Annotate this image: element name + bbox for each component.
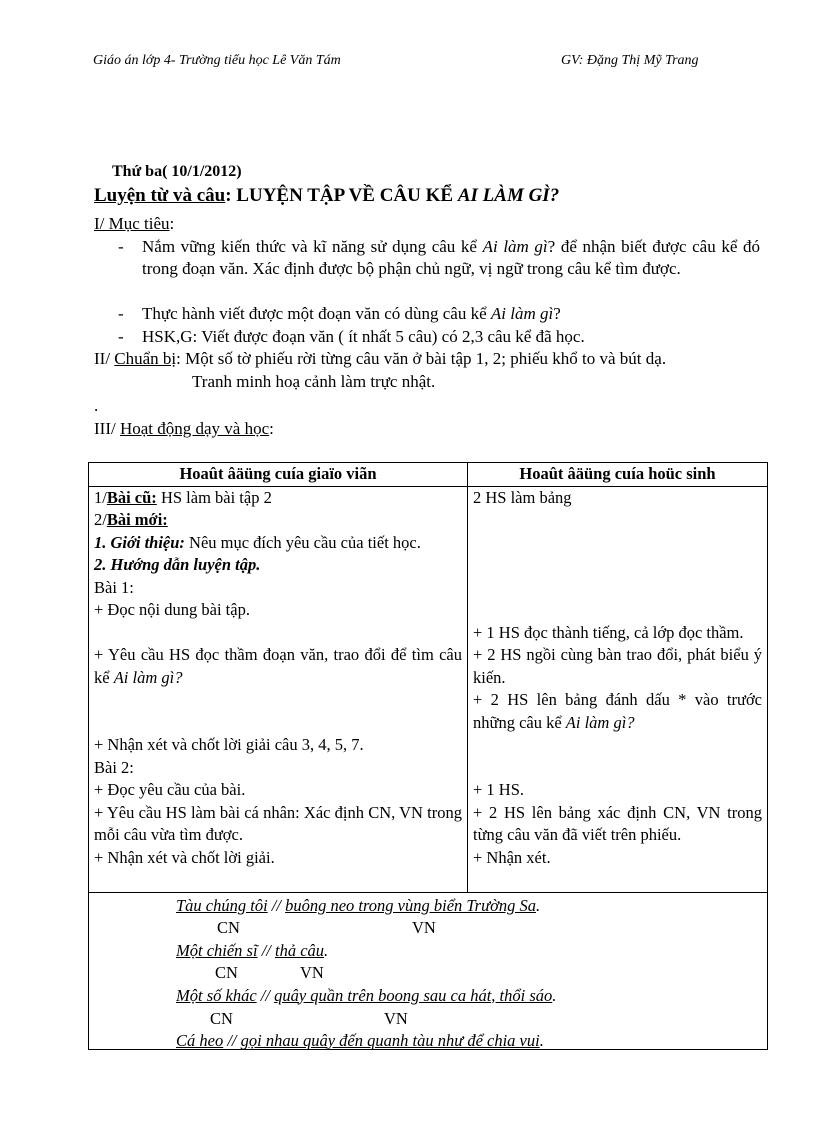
dot: . (94, 396, 99, 415)
teacher-activities: 1/Bài cũ: HS làm bài tập 2 2/Bài mới: 1. Giới thiệu: Nêu mục đích yêu cầu của tiết học. 2. Hướng dẫn luyện tập. Bài 1: + Đọc nội dung bài tập. + Yêu cầu HS đọc thầm đoạn văn, trao đổi để tìm câu kể Ai làm gì? + Nhận xét và chốt lời giải câu 3, 4, 5, 7. Bài 2: + Đọc yêu cầu của bài. + Yêu cầu HS làm bài cá nhân: Xác định CN, VN trong mỗi câu vừa tìm được. + Nhận xét và chốt lời giải. (89, 486, 468, 892)
objectives-heading: I/ Mục tiêu: (94, 214, 175, 233)
lesson-subject: Luyện từ và câu (94, 185, 226, 206)
lesson-date: Thứ ba( 10/1/2012) (112, 163, 242, 180)
header-right: GV: Đặng Thị Mỹ Trang (561, 53, 699, 68)
example-sentence: Một số khác // quây quần trên boong sau ca hát, thổi sáo. (176, 985, 557, 1005)
student-activities: 2 HS làm bảng + 1 HS đọc thành tiếng, cả lớp đọc thầm. + 2 HS ngồi cùng bàn trao đổi, phát biểu ý kiến. + 2 HS lên bảng đánh dấu * vào trước những câu kể Ai làm gì? + 1 HS. + 2 HS lên bảng xác định CN, VN trong từng câu văn đã viết trên phiếu. + Nhận xét. (468, 486, 768, 892)
subject-label: CN (215, 962, 238, 982)
predicate-label: VN (412, 917, 436, 937)
predicate-label: VN (384, 1008, 408, 1028)
lesson-title-italic: AI LÀM GÌ? (457, 185, 560, 206)
lesson-title: Luyện từ và câu: LUYỆN TẬP VỀ CÂU KỂ AI LÀM GÌ? (94, 185, 560, 206)
objective-item: - Thực hành viết được một đoạn văn có dùng câu kể Ai làm gì? (118, 304, 561, 323)
subject-label: CN (217, 917, 240, 937)
example-sentence: Một chiến sĩ // thả câu. (176, 940, 329, 960)
lesson-table (88, 462, 768, 1050)
prep-line-2: Tranh minh hoạ cảnh làm trực nhật. (192, 372, 436, 391)
activities-heading: III/ Hoạt động dạy và học: (94, 419, 274, 438)
prep-line-1: II/ Chuẩn bị: Một số tờ phiếu rời từng câu văn ở bài tập 1, 2; phiếu khổ to và bút dạ. (94, 349, 667, 368)
predicate-label: VN (300, 962, 324, 982)
example-sentence: Cá heo // gọi nhau quây đến quanh tàu như để chia vui. (176, 1030, 544, 1050)
lesson-title-main: LUYỆN TẬP VỀ CÂU KỂ (231, 185, 458, 206)
objective-item: - Nắm vững kiến thức và kĩ năng sử dụng câu kể Ai làm gì? để nhận biết được câu kể đó trong đoạn văn. Xác định được bộ phận chủ ngữ, vị ngữ trong câu kể tìm được. (118, 237, 761, 278)
example-sentence: Tàu chúng tôi // buông neo trong vùng biển Trường Sa. (176, 895, 541, 915)
header-left: Giáo án lớp 4- Trường tiểu học Lê Văn Tám (93, 53, 341, 68)
student-column-header: Hoaût âäüng cuía hoüc sinh (468, 463, 768, 487)
example-sentences (89, 892, 768, 1049)
objective-item: - HSK,G: Viết được đoạn văn ( ít nhất 5 câu) có 2,3 câu kể đã học. (118, 327, 585, 346)
teacher-column-header: Hoaût âäüng cuía giaïo viãn (89, 463, 468, 487)
subject-label: CN (210, 1008, 233, 1028)
